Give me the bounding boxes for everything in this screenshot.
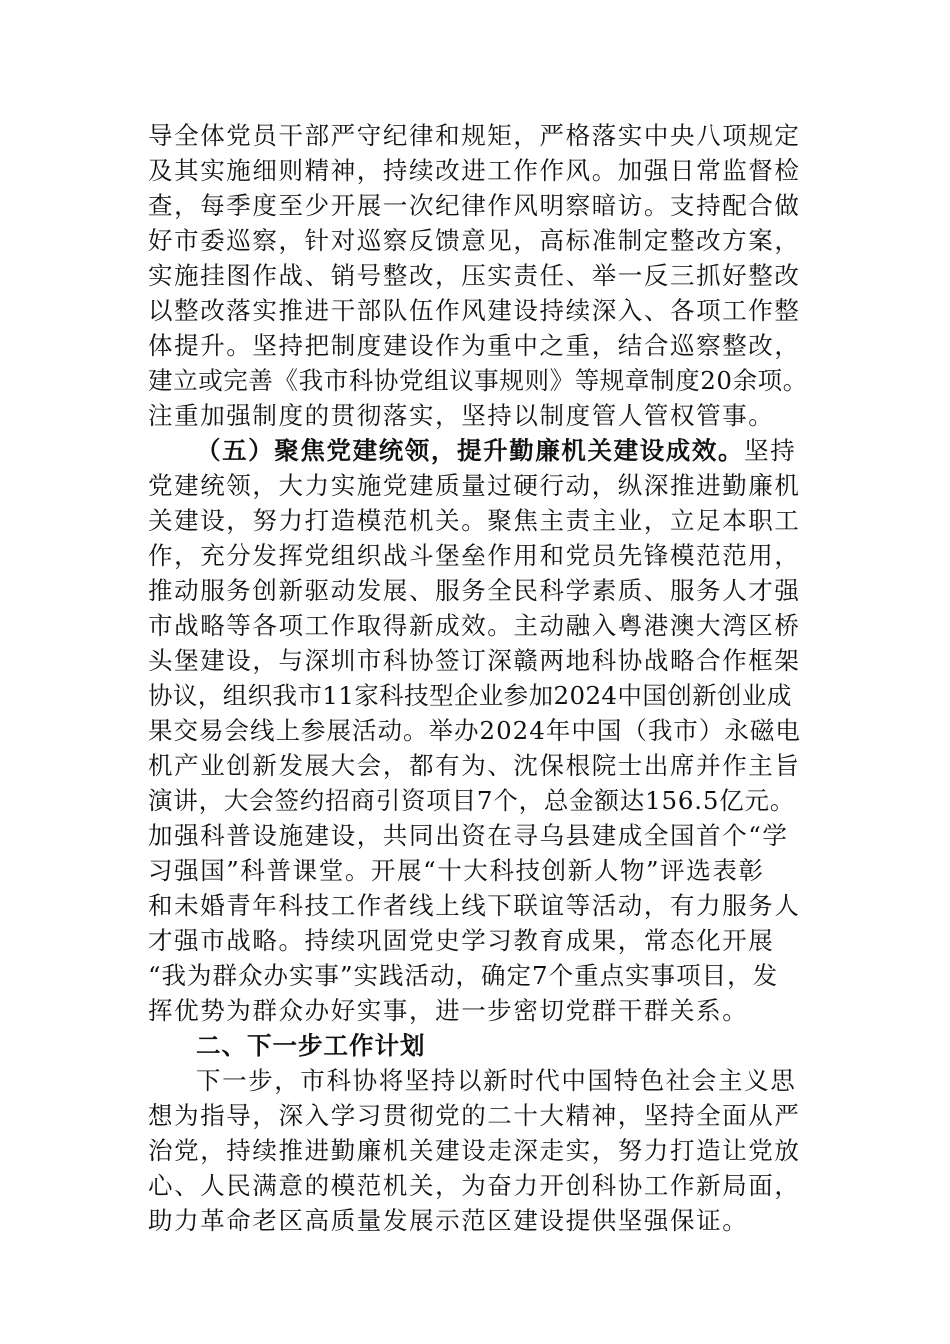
paragraph-line: 挥优势为群众办好实事，进一步密切党群干群关系。 xyxy=(148,996,749,1025)
paragraph-line: 查，每季度至少开展一次纪律作风明察暗访。支持配合做 xyxy=(148,191,801,220)
paragraph-line: 才强市战略。持续巩固党史学习教育成果，常态化开展 xyxy=(148,926,775,955)
paragraph-line: 作，充分发挥党组织战斗堡垒作用和党员先锋模范范用， xyxy=(148,541,801,570)
paragraph-line: 加强科普设施建设，共同出资在寻乌县建成全国首个“学 xyxy=(148,821,789,850)
paragraph-line: 以整改落实推进干部队伍作风建设持续深入、各项工作整 xyxy=(148,296,801,325)
paragraph-line: 推动服务创新驱动发展、服务全民科学素质、服务人才强 xyxy=(148,576,801,605)
paragraph-line: 市战略等各项工作取得新成效。主动融入粤港澳大湾区桥 xyxy=(148,611,801,640)
paragraph-line: 关建设，努力打造模范机关。聚焦主责主业，立足本职工 xyxy=(148,506,801,535)
paragraph-line: 果交易会线上参展活动。举办2024年中国（我市）永磁电 xyxy=(148,716,801,745)
section5-first-line xyxy=(196,434,796,468)
section5-title: （五）聚焦党建统领，提升勤廉机关建设成效。 xyxy=(196,436,745,465)
section5-first-tail: 坚持 xyxy=(744,436,797,465)
paragraph-line: 治党，持续推进勤廉机关建设走深走实，努力打造让党放 xyxy=(148,1136,801,1165)
paragraph-line: 心、人民满意的模范机关，为奋力开创科协工作新局面， xyxy=(148,1171,801,1200)
paragraph-line: 导全体党员干部严守纪律和规矩，严格落实中央八项规定 xyxy=(148,121,801,150)
paragraph-line: 下一步，市科协将坚持以新时代中国特色社会主义思 xyxy=(196,1066,797,1095)
paragraph-line: 及其实施细则精神，持续改进工作作风。加强日常监督检 xyxy=(148,156,801,185)
paragraph-line: 好市委巡察，针对巡察反馈意见，高标准制定整改方案， xyxy=(148,226,801,255)
paragraph-line: 实施挂图作战、销号整改，压实责任、举一反三抓好整改 xyxy=(148,261,801,290)
paragraph-line: 协议，组织我市11家科技型企业参加2024中国创新创业成 xyxy=(148,681,792,710)
paragraph-line: “我为群众办实事”实践活动，确定7个重点实事项目，发 xyxy=(148,961,779,990)
paragraph-line: 体提升。坚持把制度建设作为重中之重，结合巡察整改， xyxy=(148,331,801,360)
paragraph-line: 和未婚青年科技工作者线上线下联谊等活动，有力服务人 xyxy=(148,891,801,920)
paragraph-line: 头堡建设，与深圳市科协签订深赣两地科协战略合作框架 xyxy=(148,646,801,675)
paragraph-line: 习强国”科普课堂。开展“十大科技创新人物”评选表彰 xyxy=(148,856,765,885)
paragraph-line: 想为指导，深入学习贯彻党的二十大精神，坚持全面从严 xyxy=(148,1101,801,1130)
paragraph-line: 注重加强制度的贯彻落实，坚持以制度管人管权管事。 xyxy=(148,401,775,430)
section2-heading: 二、下一步工作计划 xyxy=(196,1031,426,1060)
paragraph-line: 助力革命老区高质量发展示范区建设提供坚强保证。 xyxy=(148,1206,749,1235)
paragraph-line: 建立或完善《我市科协党组议事规则》等规章制度20余项。 xyxy=(148,366,808,395)
paragraph-line: 党建统领，大力实施党建质量过硬行动，纵深推进勤廉机 xyxy=(148,471,801,500)
paragraph-line: 机产业创新发展大会，都有为、沈保根院士出席并作主旨 xyxy=(148,751,801,780)
paragraph-line: 演讲，大会签约招商引资项目7个，总金额达156.5亿元。 xyxy=(148,786,796,815)
